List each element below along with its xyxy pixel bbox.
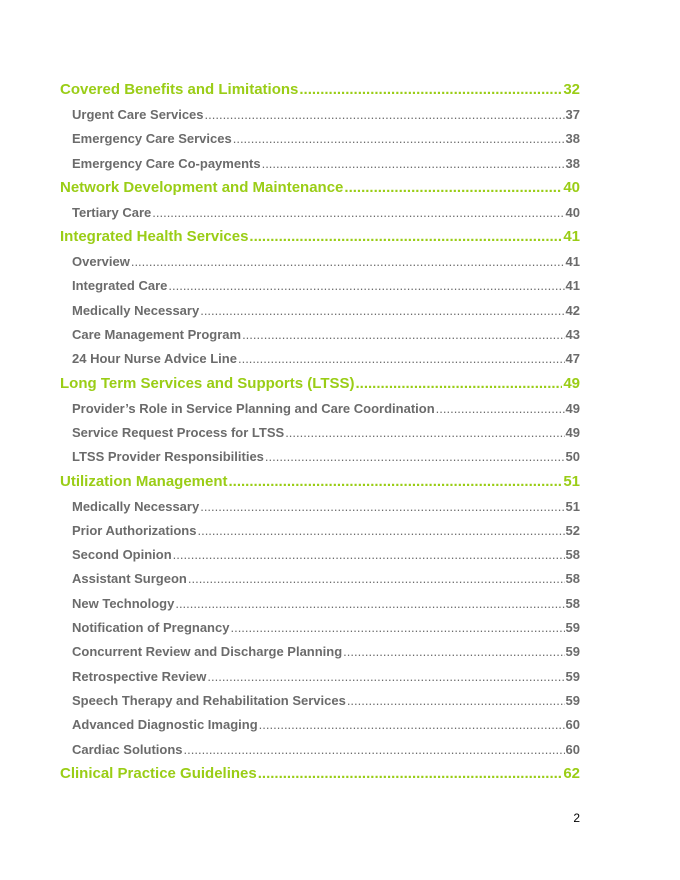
toc-entry-title: Notification of Pregnancy [72,620,230,636]
toc-entry-title: Medically Necessary [72,498,200,514]
toc-entry-page: 60 [565,741,580,757]
toc-entry-title: Utilization Management [60,472,228,490]
toc-dot-leader [233,127,565,151]
toc-entry-page: 47 [565,351,580,367]
toc-entry-title: 24 Hour Nurse Advice Line [72,351,237,367]
toc-subsection-entry[interactable] [60,738,580,762]
table-of-contents [60,78,580,787]
toc-dot-leader [299,79,562,101]
toc-entry-page: 49 [565,400,580,416]
toc-dot-leader [343,640,564,664]
toc-section-heading[interactable] [60,471,580,495]
toc-dot-leader [184,738,565,762]
toc-entry-page: 59 [565,644,580,660]
toc-subsection-entry[interactable] [60,592,580,616]
toc-entry-title: Medically Necessary [72,302,200,318]
toc-dot-leader [197,519,564,543]
toc-entry-page: 59 [565,692,580,708]
toc-entry-page: 59 [565,620,580,636]
toc-subsection-entry[interactable] [60,567,580,591]
toc-dot-leader [168,274,564,298]
toc-subsection-entry[interactable] [60,201,580,225]
toc-entry-page: 40 [565,204,580,220]
toc-dot-leader [249,226,562,248]
toc-entry-page: 49 [563,374,580,392]
toc-entry-title: Tertiary Care [72,204,152,220]
toc-subsection-entry[interactable] [60,421,580,445]
toc-dot-leader [285,421,564,445]
toc-entry-page: 52 [565,522,580,538]
toc-entry-page: 37 [565,107,580,122]
toc-subsection-entry[interactable] [60,347,580,371]
toc-dot-leader [262,152,565,176]
toc-subsection-entry[interactable] [60,299,580,323]
toc-dot-leader [188,567,565,591]
toc-dot-leader [200,299,564,323]
toc-entry-title: Cardiac Solutions [72,741,183,757]
toc-entry-page: 58 [565,547,580,563]
toc-entry-title: Care Management Program [72,327,242,343]
toc-entry-title: Prior Authorizations [72,522,197,538]
toc-entry-title: Speech Therapy and Rehabilitation Services [72,692,346,708]
toc-entry-title: Advanced Diagnostic Imaging [72,717,258,733]
toc-entry-page: 59 [565,668,580,684]
toc-entry-title: Overview [72,254,130,270]
toc-entry-title: Assistant Surgeon [72,571,187,587]
toc-subsection-entry[interactable] [60,689,580,713]
toc-entry-page: 58 [565,595,580,611]
toc-entry-title: Emergency Care Services [72,131,232,147]
toc-subsection-entry[interactable] [60,495,580,519]
toc-dot-leader [265,445,565,469]
toc-dot-leader [347,689,565,713]
toc-subsection-entry[interactable] [60,543,580,567]
toc-dot-leader [131,250,565,274]
toc-dot-leader [258,763,563,785]
toc-subsection-entry[interactable] [60,323,580,347]
toc-entry-page: 51 [563,472,580,490]
toc-entry-page: 41 [563,228,580,246]
toc-subsection-entry[interactable] [60,713,580,737]
toc-entry-title: Integrated Care [72,278,168,294]
toc-entry-page: 43 [565,327,580,343]
toc-entry-page: 60 [565,717,580,733]
toc-entry-title: Integrated Health Services [60,228,249,246]
toc-entry-page: 41 [565,278,580,294]
toc-entry-title: LTSS Provider Responsibilities [72,449,264,465]
toc-entry-title: Long Term Services and Supports (LTSS) [60,374,355,392]
toc-subsection-entry[interactable] [60,250,580,274]
toc-subsection-entry[interactable] [60,665,580,689]
toc-dot-leader [242,323,564,347]
toc-subsection-entry[interactable] [60,127,580,151]
toc-dot-leader [173,543,565,567]
toc-section-heading[interactable] [60,373,580,397]
toc-entry-page: 38 [565,155,580,171]
toc-entry-title: Concurrent Review and Discharge Planning [72,644,343,660]
toc-dot-leader [344,177,562,199]
toc-entry-page: 42 [565,302,580,318]
toc-entry-title: Urgent Care Services [72,107,204,122]
toc-entry-page: 32 [563,81,580,98]
toc-entry-title: Network Development and Maintenance [60,178,344,196]
toc-dot-leader [230,616,564,640]
toc-dot-leader [229,471,563,493]
toc-subsection-entry[interactable] [60,519,580,543]
toc-subsection-entry[interactable] [60,397,580,421]
toc-dot-leader [205,103,565,127]
toc-section-heading[interactable] [60,763,580,787]
toc-entry-page: 50 [565,449,580,465]
toc-entry-page: 38 [565,131,580,147]
toc-entry-title: Second Opinion [72,547,172,563]
toc-dot-leader [207,665,564,689]
toc-entry-title: Clinical Practice Guidelines [60,764,257,782]
toc-dot-leader [238,347,565,371]
toc-entry-page: 51 [565,498,580,514]
toc-dot-leader [152,201,564,225]
toc-entry-page: 58 [565,571,580,587]
toc-dot-leader [200,495,564,519]
toc-entry-title: Service Request Process for LTSS [72,424,285,440]
toc-entry-page: 62 [563,764,580,782]
toc-entry-title: Emergency Care Co-payments [72,155,261,171]
toc-entry-title: Retrospective Review [72,668,207,684]
toc-subsection-entry[interactable] [60,103,580,127]
toc-section-heading[interactable] [60,177,580,201]
toc-entry-title: New Technology [72,595,175,611]
toc-dot-leader [259,713,565,737]
toc-section-heading[interactable] [60,226,580,250]
toc-entry-page: 40 [563,178,580,196]
toc-dot-leader [436,397,565,421]
toc-dot-leader [356,373,563,395]
toc-subsection-entry[interactable] [60,152,580,176]
page-number: 2 [573,811,580,825]
toc-entry-page: 41 [565,254,580,270]
toc-subsection-entry[interactable] [60,274,580,298]
toc-subsection-entry[interactable] [60,445,580,469]
toc-subsection-entry[interactable] [60,616,580,640]
toc-dot-leader [175,592,564,616]
toc-section-heading[interactable] [60,79,580,103]
toc-entry-page: 49 [565,424,580,440]
toc-entry-title: Provider’s Role in Service Planning and Care Coordination [72,400,435,416]
toc-entry-title: Covered Benefits and Limitations [60,81,299,98]
toc-subsection-entry[interactable] [60,640,580,664]
